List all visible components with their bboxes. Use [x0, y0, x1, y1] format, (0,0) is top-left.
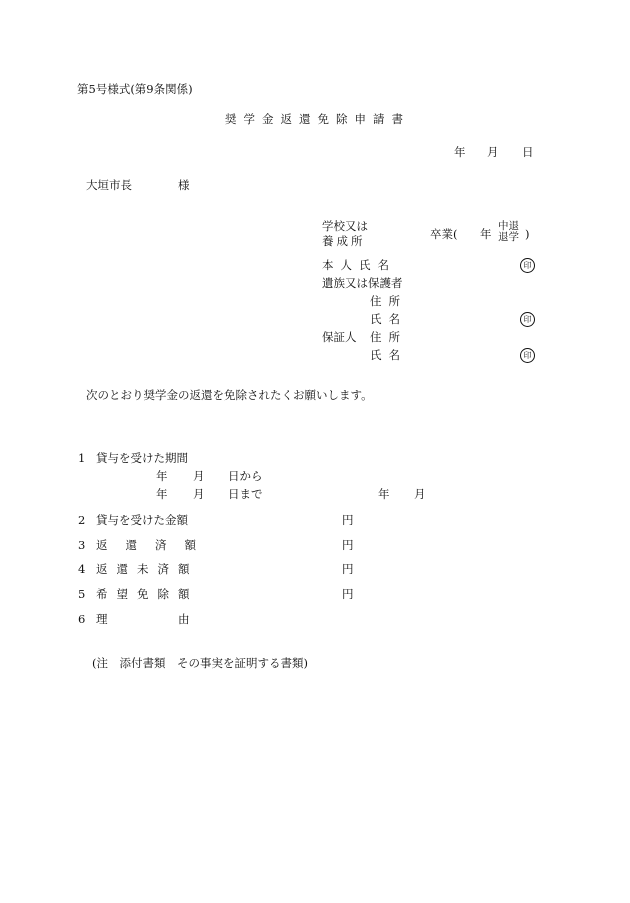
person-name-label: 本人氏名: [322, 258, 396, 272]
date-month-label: 月: [487, 145, 499, 159]
unrepaid-amount-label: 返還未済額: [96, 562, 199, 576]
withdraw-option-1: 中退: [498, 220, 519, 232]
addressee-name: 大垣市長: [86, 178, 132, 192]
graduation-label: 卒業(: [430, 227, 458, 241]
exemption-amount-unit: 円: [342, 587, 354, 601]
loan-amount-label: 貸与を受けた金額: [96, 513, 188, 527]
guarantor-address-label: 住所: [370, 330, 407, 344]
period-start-month: 月: [193, 469, 205, 483]
item-number-5: 5: [78, 587, 86, 601]
period-total-month: 月: [414, 487, 426, 501]
guardian-label: 遺族又は保護者: [322, 276, 403, 290]
reason-label-part1: 理: [96, 612, 108, 626]
period-start-year: 年: [156, 469, 168, 483]
period-total-year: 年: [378, 487, 390, 501]
unrepaid-amount-unit: 円: [342, 562, 354, 576]
repaid-amount-label: 返還済額: [96, 538, 214, 552]
graduation-close-paren: ): [525, 227, 530, 241]
guardian-name-label: 氏名: [370, 312, 407, 326]
repaid-amount-unit: 円: [342, 538, 354, 552]
item-number-1: 1: [78, 451, 86, 465]
guardian-address-label: 住所: [370, 294, 407, 308]
date-year-label: 年: [454, 145, 466, 159]
item-number-2: 2: [78, 513, 86, 527]
document-title: 奨学金返還免除申請書: [225, 112, 410, 126]
seal-icon: 印: [520, 348, 535, 363]
period-end-month: 月: [193, 487, 205, 501]
exemption-amount-label: 希望免除額: [96, 587, 199, 601]
withdraw-option-2: 退学: [498, 231, 519, 243]
seal-icon: 印: [520, 258, 535, 273]
school-label-line2: 養成所: [322, 234, 366, 248]
item-number-6: 6: [78, 612, 86, 626]
addressee-honorific: 様: [178, 178, 190, 192]
date-day-label: 日: [522, 145, 534, 159]
loan-period-label: 貸与を受けた期間: [96, 451, 188, 465]
seal-icon: 印: [520, 312, 535, 327]
attachment-note: (注 添付書類 その事実を証明する書類): [92, 656, 308, 670]
item-number-3: 3: [78, 538, 86, 552]
period-end-day: 日まで: [228, 487, 263, 501]
period-start-day: 日から: [228, 469, 263, 483]
request-statement: 次のとおり奨学金の返還を免除されたくお願いします。: [86, 388, 373, 402]
item-number-4: 4: [78, 562, 86, 576]
form-id: 第5号様式(第9条関係): [77, 82, 193, 96]
school-label-line1: 学校又は: [322, 219, 368, 233]
guarantor-label: 保証人: [322, 330, 357, 344]
graduation-year-unit: 年: [480, 227, 492, 241]
guarantor-name-label: 氏名: [370, 348, 407, 362]
loan-amount-unit: 円: [342, 513, 354, 527]
reason-label-part2: 由: [178, 612, 190, 626]
period-end-year: 年: [156, 487, 168, 501]
